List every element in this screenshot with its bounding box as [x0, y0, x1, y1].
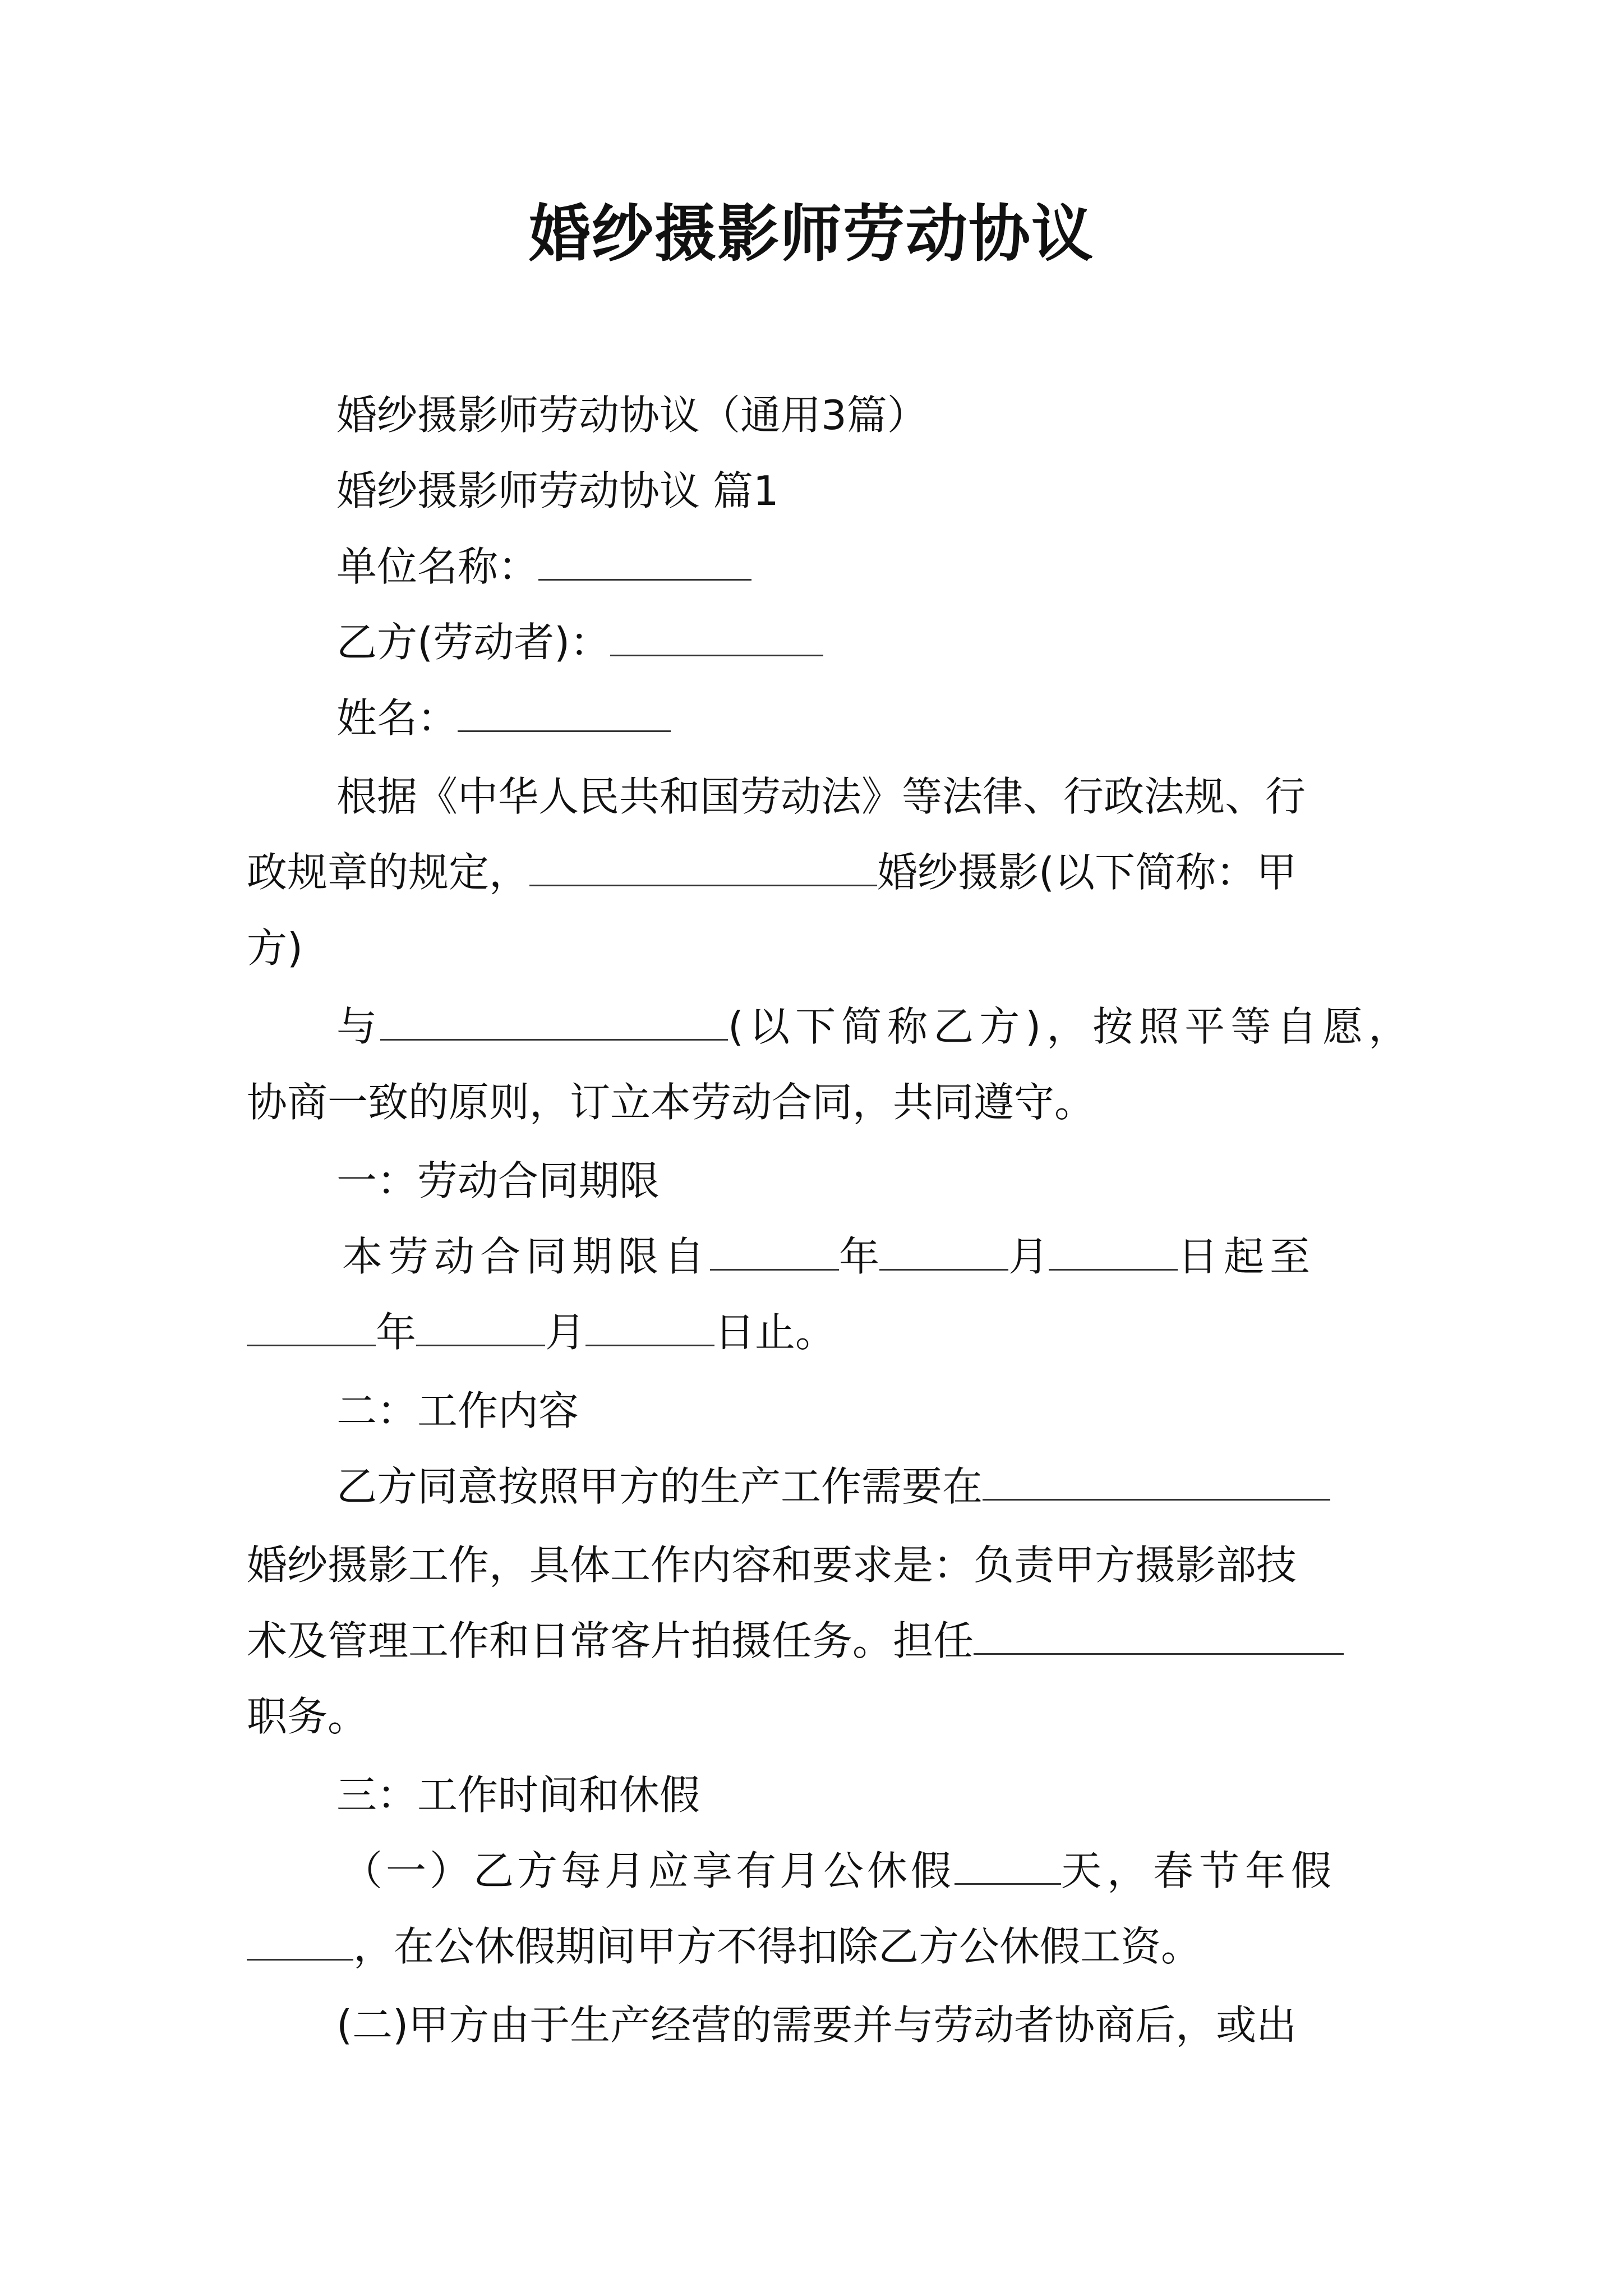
- parties-text-a: 与: [336, 1003, 381, 1050]
- position-blank: [974, 1618, 1344, 1655]
- section-1-heading: 一：劳动合同期限: [336, 1157, 660, 1204]
- contract-term-line-2: [247, 1304, 836, 1360]
- party-b-name-blank: [380, 1004, 728, 1041]
- basis-text-a: 政规章的规定，: [247, 849, 530, 896]
- section-2-heading: 二：工作内容: [336, 1387, 579, 1434]
- work-content-line-3: [247, 1613, 1344, 1669]
- spring-festival-leave-blank: [247, 1924, 353, 1961]
- contract-term-line-1: [342, 1228, 1316, 1285]
- basis-text-b: 婚纱摄影(以下简称：甲: [877, 849, 1297, 896]
- leave-line-2: [247, 1918, 1201, 1975]
- end-month-blank: [416, 1310, 545, 1346]
- party-a-name-blank: [529, 850, 877, 886]
- unit-name-blank: [538, 544, 751, 581]
- field-unit-name: [336, 539, 751, 595]
- year-label-1: 年: [839, 1233, 880, 1280]
- month-label-1: 月: [1008, 1233, 1049, 1280]
- term-text-b: 日起至: [1178, 1233, 1316, 1280]
- paragraph-basis-line-1: 根据《中华人民共和国劳动法》等法律、行政法规、行: [336, 773, 1306, 820]
- start-day-blank: [1049, 1234, 1178, 1271]
- field-unit-name-label: 单位名称：: [336, 543, 539, 590]
- end-year-blank: [247, 1310, 376, 1346]
- leave-text-c: ，在公休假期间甲方不得扣除乙方公休假工资。: [353, 1923, 1202, 1970]
- work-text-b: 术及管理工作和日常客片拍摄任务。担任: [247, 1617, 974, 1664]
- leave-text-b: 天，春节年假: [1061, 1847, 1338, 1894]
- work-content-line-1: [336, 1458, 1330, 1515]
- field-party-b-label: 乙方(劳动者)：: [336, 619, 611, 666]
- leave-line-1: [342, 1843, 1337, 1899]
- work-text-a: 乙方同意按照甲方的生产工作需要在: [336, 1463, 983, 1510]
- parties-text-b: (以下简称乙方)，按照平等自愿，: [728, 1003, 1415, 1050]
- leave-text-a: （一）乙方每月应享有月公休假: [342, 1847, 955, 1894]
- paragraph-basis-line-2: [247, 844, 1297, 900]
- end-day-blank: [585, 1310, 714, 1346]
- term-text-a: 本劳动合同期限自: [342, 1233, 711, 1280]
- name-blank: [458, 696, 671, 732]
- overtime-line-1: (二)甲方由于生产经营的需要并与劳动者协商后，或出: [336, 2001, 1297, 2049]
- monthly-leave-days-blank: [955, 1848, 1061, 1885]
- party-b-blank: [610, 620, 823, 656]
- paragraph-basis-line-3: 方): [247, 924, 303, 972]
- field-name: [336, 690, 671, 746]
- subtitle-article-1: 婚纱摄影师劳动协议 篇1: [336, 467, 779, 514]
- start-month-blank: [879, 1234, 1008, 1271]
- term-text-c: 日止。: [714, 1309, 836, 1356]
- section-3-heading: 三：工作时间和休假: [336, 1772, 700, 1819]
- paragraph-parties-line-1: [336, 999, 1414, 1055]
- paragraph-parties-line-2: 协商一致的原则，订立本劳动合同，共同遵守。: [247, 1079, 1095, 1126]
- start-year-blank: [710, 1234, 839, 1271]
- month-label-2: 月: [545, 1309, 586, 1356]
- year-label-2: 年: [376, 1309, 417, 1356]
- field-name-label: 姓名：: [336, 694, 458, 742]
- work-content-line-4: 职务。: [247, 1693, 368, 1740]
- subtitle-collection: 婚纱摄影师劳动协议（通用3篇）: [336, 392, 928, 439]
- work-content-line-2: 婚纱摄影工作，具体工作内容和要求是：负责甲方摄影部技: [247, 1542, 1297, 1589]
- field-party-b: [336, 614, 823, 670]
- document-title: 婚纱摄影师劳动协议: [529, 197, 1094, 270]
- work-location-blank: [983, 1464, 1330, 1501]
